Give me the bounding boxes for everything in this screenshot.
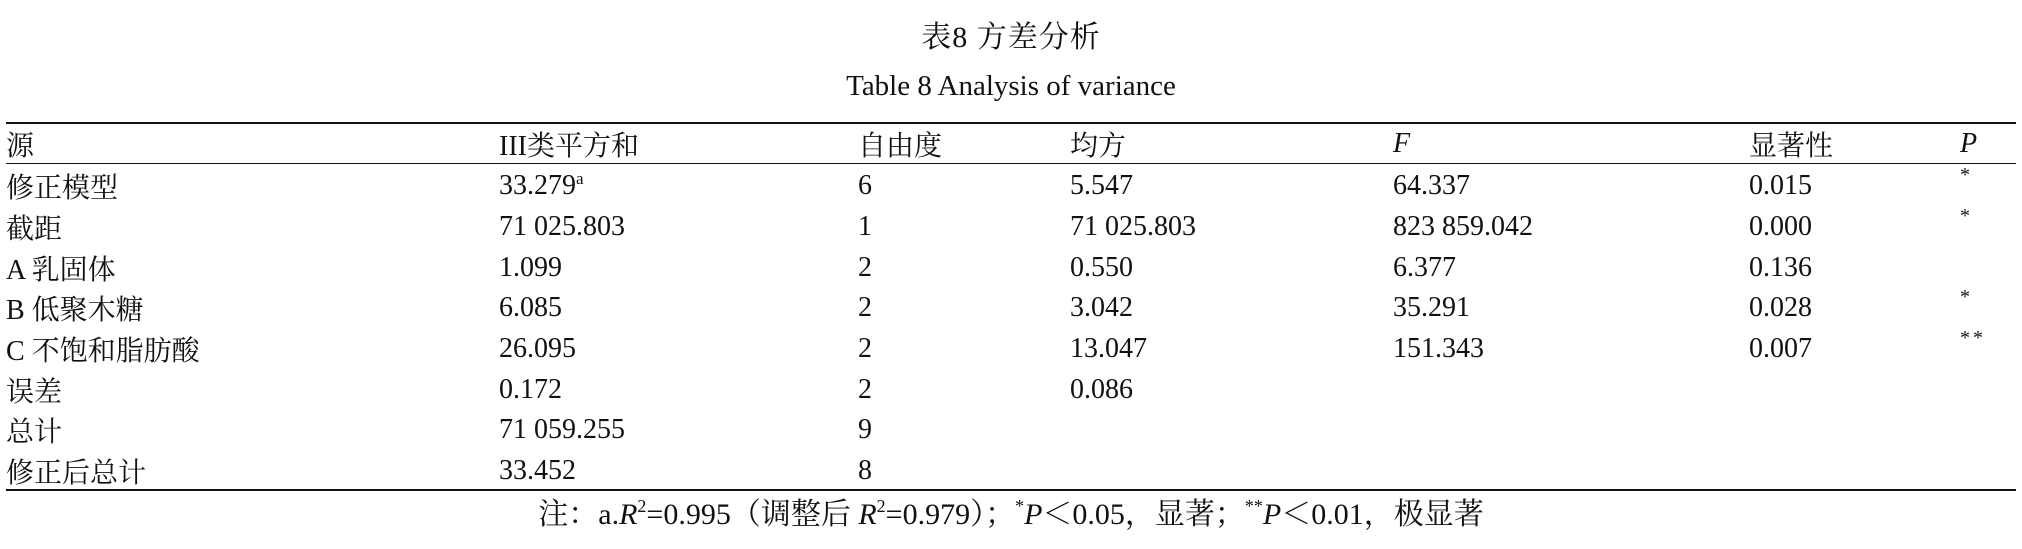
cell-ss: 71 025.803 <box>499 211 625 243</box>
note-r-squared: 2 <box>637 496 647 516</box>
header-significance: 显著性 <box>1749 131 1834 162</box>
header-p: P <box>1960 128 1978 159</box>
table-row <box>6 207 2016 248</box>
cell-ms: 0.550 <box>1070 251 1133 283</box>
cell-p <box>1960 247 2016 288</box>
cell-df: 1 <box>858 211 872 243</box>
cell-f <box>1393 410 1749 451</box>
note-r-squared-adjusted: 2 <box>876 496 886 516</box>
table-row <box>6 164 2016 207</box>
cell-ss: 6.085 <box>499 292 562 324</box>
cell-p <box>1960 164 2016 207</box>
cell-f: 6.377 <box>1393 251 1456 283</box>
cell-f <box>1393 369 1749 410</box>
cell-df: 6 <box>858 170 872 202</box>
note-p-symbol: P <box>1024 498 1043 531</box>
note-star-single: * <box>1015 496 1025 516</box>
cell-p <box>1960 207 2016 248</box>
table-row <box>6 247 2016 288</box>
cell-p <box>1960 369 2016 410</box>
cell-ss: 26.095 <box>499 333 576 365</box>
cell-df: 9 <box>858 414 872 446</box>
table-caption-english: Table 8 Analysis of variance <box>846 70 1176 102</box>
cell-df: 2 <box>858 292 872 324</box>
cell-df: 2 <box>858 333 872 365</box>
cell-source: 修正模型 <box>6 173 119 205</box>
cell-ss-value: 33.279 <box>499 170 576 202</box>
anova-table <box>6 124 2016 492</box>
cell-sig: 0.000 <box>1749 211 1812 243</box>
cell-ms <box>1070 451 1393 492</box>
cell-sig: 0.015 <box>1749 170 1812 202</box>
note-adjusted-value: =0.979）； <box>885 498 1016 531</box>
footnote-marker: a <box>576 169 584 189</box>
note-r2-value: =0.995（调整后 <box>646 498 859 531</box>
cell-ss: 0.172 <box>499 373 562 405</box>
cell-ms: 5.547 <box>1070 170 1133 202</box>
cell-source: A 乳固体 <box>6 254 116 286</box>
header-degrees-of-freedom: 自由度 <box>858 131 943 162</box>
cell-sig: 0.028 <box>1749 292 1812 324</box>
cell-p <box>1960 288 2016 329</box>
cell-source: C 不饱和脂肪酸 <box>6 336 200 368</box>
cell-ms <box>1070 410 1393 451</box>
cell-df: 2 <box>858 373 872 405</box>
header-mean-square: 均方 <box>1070 131 1127 162</box>
cell-ms: 13.047 <box>1070 333 1147 365</box>
cell-p <box>1960 410 2016 451</box>
significance-stars: * <box>1960 286 1973 309</box>
cell-p <box>1960 451 2016 492</box>
cell-f: 151.343 <box>1393 333 1484 365</box>
cell-ms: 0.086 <box>1070 373 1133 405</box>
significance-stars: * <box>1960 205 1973 228</box>
header-f: F <box>1393 128 1411 159</box>
header-source: 源 <box>6 131 35 162</box>
cell-sig <box>1749 451 1960 492</box>
note-r-symbol-adjusted: R <box>858 498 877 531</box>
note-prefix: 注：a. <box>538 498 620 531</box>
note-r-symbol: R <box>619 498 638 531</box>
cell-p <box>1960 329 2016 370</box>
cell-ss: 1.099 <box>499 251 562 283</box>
cell-ss: 71 059.255 <box>499 414 625 446</box>
significance-stars: * <box>1960 164 1973 187</box>
cell-df: 2 <box>858 251 872 283</box>
cell-sig: 0.007 <box>1749 333 1812 365</box>
table-row <box>6 410 2016 451</box>
cell-ss: 33.452 <box>499 455 576 487</box>
note-p-threshold-1: ＜0.05，显著； <box>1042 498 1245 531</box>
cell-f <box>1393 451 1749 492</box>
cell-ms: 3.042 <box>1070 292 1133 324</box>
table-caption-chinese: 表8 方差分析 <box>921 21 1101 54</box>
cell-df: 8 <box>858 455 872 487</box>
cell-f: 823 859.042 <box>1393 211 1533 243</box>
significance-stars: ** <box>1960 327 1986 350</box>
cell-source: 误差 <box>6 376 63 408</box>
table-row <box>6 369 2016 410</box>
cell-source: 截距 <box>6 214 63 246</box>
cell-ms: 71 025.803 <box>1070 211 1196 243</box>
cell-source: B 低聚木糖 <box>6 295 144 327</box>
cell-sig: 0.136 <box>1749 251 1812 283</box>
note-star-double: ** <box>1244 496 1263 516</box>
note-p-threshold-2: ＜0.01，极显著 <box>1281 498 1484 531</box>
cell-f: 35.291 <box>1393 292 1470 324</box>
cell-source: 修正后总计 <box>6 458 147 490</box>
table-row <box>6 451 2016 492</box>
table-header-row <box>6 124 2016 164</box>
cell-ss <box>499 164 858 207</box>
cell-sig <box>1749 369 1960 410</box>
header-sum-of-squares: III类平方和 <box>499 131 639 162</box>
table-row <box>6 329 2016 370</box>
cell-f: 64.337 <box>1393 170 1470 202</box>
note-p-symbol-2: P <box>1262 498 1282 531</box>
table-row <box>6 288 2016 329</box>
cell-source: 总计 <box>6 417 63 449</box>
cell-sig <box>1749 410 1960 451</box>
table-footnote <box>0 493 2022 537</box>
